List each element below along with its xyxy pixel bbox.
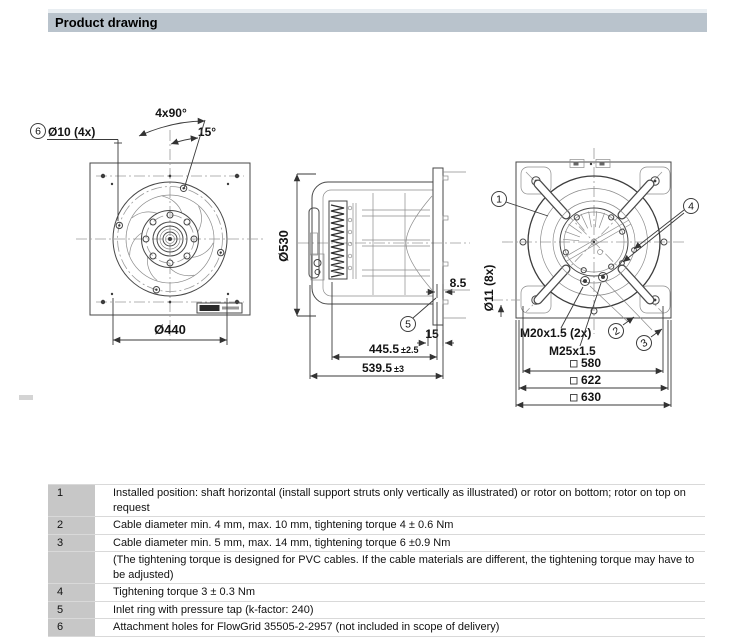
callout-3-number: 3: [638, 336, 650, 351]
dim-580-label: 580: [581, 356, 602, 370]
dim-445-5-tolerance: ±2.5: [401, 345, 419, 355]
table-row-text: Installed position: shaft horizontal (install support struts only vertically as illustrated) or rotor on bottom; rotor on top on request: [113, 487, 686, 514]
dim-630-label: 630: [581, 390, 602, 404]
table-row: [48, 619, 705, 637]
page-title: Product drawing: [55, 15, 158, 30]
dim-dia440-label: Ø440: [154, 322, 186, 337]
table-row-text: Attachment holes for FlowGrid 35505-2-2957 (not included in scope of delivery): [113, 621, 500, 633]
table-row: [48, 602, 705, 620]
dim-15deg-label: 15°: [197, 125, 217, 139]
table-row: [48, 584, 705, 602]
dim-622-label: 622: [581, 373, 602, 387]
callout-4-number: 4: [688, 200, 694, 213]
table-row-text: Tightening torque 3 ± 0.3 Nm: [113, 586, 255, 598]
dim-dia11-label: Ø11 (8x): [482, 264, 496, 312]
table-row-number: 2: [48, 517, 95, 534]
table-row-text: (The tightening torque is designed for PVC cables. If the cable materials are different, the tightening torque may have to be adjusted): [113, 554, 695, 581]
square-symbol: [571, 395, 578, 402]
dim-539-5-tolerance: ±3: [394, 364, 404, 374]
table-row-number: 5: [48, 602, 95, 619]
callout-circle-2: [606, 321, 626, 341]
dim-dia10-label: Ø10 (4x): [48, 125, 96, 139]
callout-1-number: 1: [496, 193, 502, 206]
dim-539-5-label: 539.5: [361, 361, 392, 375]
square-symbol: [571, 361, 578, 368]
dim-8-5-label: 8.5: [449, 276, 467, 290]
callout-circle-3: [634, 333, 654, 353]
thread-m20-label: M20x1.5 (2x): [520, 326, 592, 340]
callout-5-number: 5: [405, 318, 411, 331]
table-row-number: [48, 552, 95, 583]
square-symbol: [571, 378, 578, 385]
dim-4x90-label: 4x90°: [155, 106, 187, 120]
table-row-number: 6: [48, 619, 95, 636]
table-row-text: Inlet ring with pressure tap (k-factor: 240): [113, 603, 314, 616]
notes-table: [48, 484, 705, 637]
table-row-number: 4: [48, 584, 95, 601]
callout-6-number: 6: [35, 125, 41, 138]
dim-dia530-label: Ø530: [276, 230, 291, 262]
front-view: [31, 106, 265, 345]
table-row-text: Cable diameter min. 5 mm, max. 14 mm, tightening torque 6 ±0.9 Nm: [113, 536, 451, 549]
thread-m25-label: M25x1.5: [549, 344, 596, 358]
callout-2-number: 2: [610, 324, 622, 339]
dim-15-label: 15: [425, 327, 439, 341]
table-row: [48, 535, 705, 553]
table-row: [48, 485, 705, 517]
table-row: [48, 517, 705, 535]
table-row-note: [48, 552, 705, 584]
table-row-text: Cable diameter min. 4 mm, max. 10 mm, tightening torque 4 ± 0.6 Nm: [113, 519, 454, 531]
brand-logo: [197, 303, 242, 313]
rear-view: [482, 148, 699, 407]
dim-445-5-label: 445.5: [368, 342, 399, 356]
side-view: [276, 168, 470, 379]
table-row-number: 1: [48, 485, 95, 516]
table-row-number: 3: [48, 535, 95, 552]
